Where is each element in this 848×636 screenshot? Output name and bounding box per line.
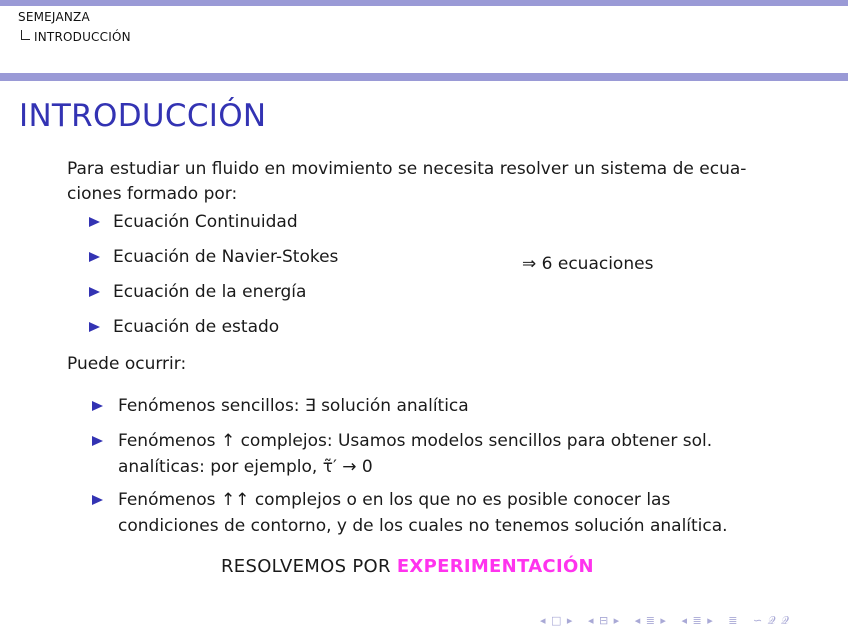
intro-line-2: ciones formado por: <box>67 184 238 204</box>
equation-item: Ecuación de Navier-Stokes <box>113 247 339 267</box>
breadcrumb-section[interactable]: SEMEJANZA <box>18 10 90 24</box>
conclusion <box>221 556 594 577</box>
bullet-triangle-icon <box>89 322 100 332</box>
implies-six-equations: ⇒ 6 ecuaciones <box>522 254 654 274</box>
breadcrumb-subsection[interactable]: INTRODUCCIÓN <box>34 30 131 44</box>
top-decoration-bar <box>0 0 848 6</box>
intro-line-1: Para estudiar un fluido en movimiento se necesita resolver un sistema de ecua- <box>67 159 747 179</box>
case-simple: Fenómenos sencillos: ∃ solución analítica <box>118 396 469 416</box>
bullet-triangle-icon <box>92 436 103 446</box>
frame-nav-icon[interactable]: ◂ □ ▸ <box>540 614 574 627</box>
bullet-triangle-icon <box>89 252 100 262</box>
section-prev-nav-icon[interactable]: ◂ ≣ ▸ <box>634 614 667 627</box>
conclusion-highlight: EXPERIMENTACIÓN <box>396 556 594 577</box>
case-very-complex-line-1: Fenómenos ↑↑ complejos o en los que no es posible conocer las <box>118 490 671 510</box>
search-icon[interactable]: ∽ 𝒬 𝒬 <box>752 614 790 627</box>
case-complex-line-2: analíticas: por ejemplo, τ̃′ → 0 <box>118 457 373 477</box>
beamer-navigation <box>540 614 792 628</box>
equation-item: Ecuación de la energía <box>113 282 307 302</box>
header-breadcrumb <box>18 9 131 46</box>
section-next-nav-icon[interactable]: ◂ ≣ ▸ <box>681 614 714 627</box>
align-icon[interactable]: ≣ <box>728 614 739 627</box>
conclusion-prefix: RESOLVEMOS POR <box>221 556 391 577</box>
may-happen-label: Puede ocurrir: <box>67 354 187 374</box>
equation-item: Ecuación de estado <box>113 317 280 337</box>
bullet-triangle-icon <box>92 495 103 505</box>
intro-paragraph <box>67 157 767 207</box>
equation-item: Ecuación Continuidad <box>113 212 298 232</box>
case-very-complex-line-2: condiciones de contorno, y de los cuales no tenemos solución analítica. <box>118 516 728 536</box>
page-title: INTRODUCCIÓN <box>19 98 267 134</box>
header-rule <box>0 73 848 81</box>
bullet-triangle-icon <box>89 217 100 227</box>
bullet-triangle-icon <box>89 287 100 297</box>
bullet-triangle-icon <box>92 401 103 411</box>
subsection-nav-icon[interactable]: ◂ ⊟ ▸ <box>587 614 621 627</box>
case-complex-line-1: Fenómenos ↑ complejos: Usamos modelos sencillos para obtener sol. <box>118 431 713 451</box>
tree-corner-icon <box>21 30 30 40</box>
